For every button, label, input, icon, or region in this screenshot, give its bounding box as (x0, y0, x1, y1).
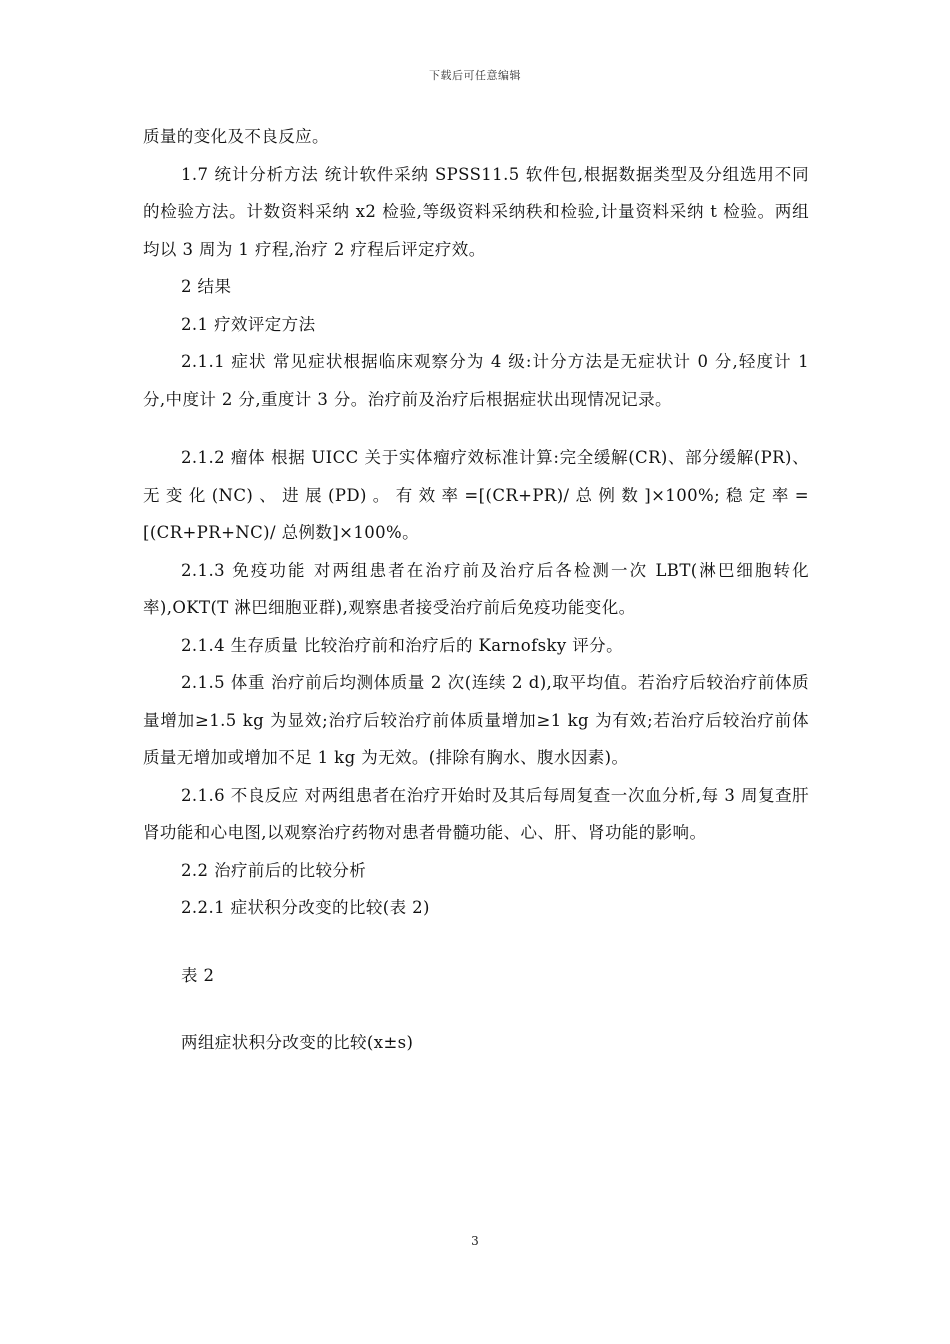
heading-2-2: 2.2 治疗前后的比较分析 (181, 860, 367, 880)
table-title: 两组症状积分改变的比较(x±s) (181, 1033, 414, 1052)
heading-results: 2 结果 (181, 277, 232, 296)
section-2-1-2-tumor: 2.1.2 瘤体 根据 UICC 关于实体瘤疗效标准计算:完全缓解(CR)、部分缓解(PR)、无变化(NC)、进展(PD)。有效率=[(CR+PR)/总例数]×100%;稳定率=[(CR+PR+NC)/ 总例数]×100%。 (143, 448, 809, 542)
section-2-1-6-adverse-reactions: 2.1.6 不良反应 对两组患者在治疗开始时及其后每周复查一次血分析,每 3 周复查肝肾功能和心电图,以观察治疗药物对患者骨髓功能、心、肝、肾功能的影响。 (143, 785, 809, 842)
section-2-1-1-symptoms: 2.1.1 症状 常见症状根据临床观察分为 4 级:计分方法是无症状计 0 分,轻度计 1 分,中度计 2 分,重度计 3 分。治疗前及治疗后根据症状出现情况记录。 (143, 352, 809, 409)
body-text (143, 118, 809, 1062)
paragraph-continuation: 质量的变化及不良反应。 (143, 127, 329, 146)
page-number: 3 (471, 1234, 479, 1248)
table-caption: 表 2 (181, 965, 215, 985)
section-2-1-4-quality-of-life: 2.1.4 生存质量 比较治疗前和治疗后的 Karnofsky 评分。 (181, 635, 623, 655)
section-1-7-statistics: 1.7 统计分析方法 统计软件采纳 SPSS11.5 软件包,根据数据类型及分组选用不同的检验方法。计数资料采纳 x2 检验,等级资料采纳秩和检验,计量资料采纳 t 检验。两组均以 3 周为 1 疗程,治疗 2 疗程后评定疗效。 (143, 164, 809, 259)
page-header: 下载后可任意编辑 (429, 69, 521, 82)
heading-2-1: 2.1 疗效评定方法 (181, 314, 316, 334)
section-2-1-5-weight: 2.1.5 体重 治疗前后均测体质量 2 次(连续 2 d),取平均值。若治疗后较治疗前体质量增加≥1.5 kg 为显效;治疗后较治疗前体质量增加≥1 kg 为有效;若治疗后较治疗前体质量无增加或增加不足 1 kg 为无效。(排除有胸水、腹水因素)。 (143, 673, 809, 767)
section-2-1-3-immune: 2.1.3 免疫功能 对两组患者在治疗前及治疗后各检测一次 LBT(淋巴细胞转化率),OKT(T 淋巴细胞亚群),观察患者接受治疗前后免疫功能变化。 (143, 560, 809, 617)
heading-2-2-1: 2.2.1 症状积分改变的比较(表 2) (181, 898, 430, 917)
